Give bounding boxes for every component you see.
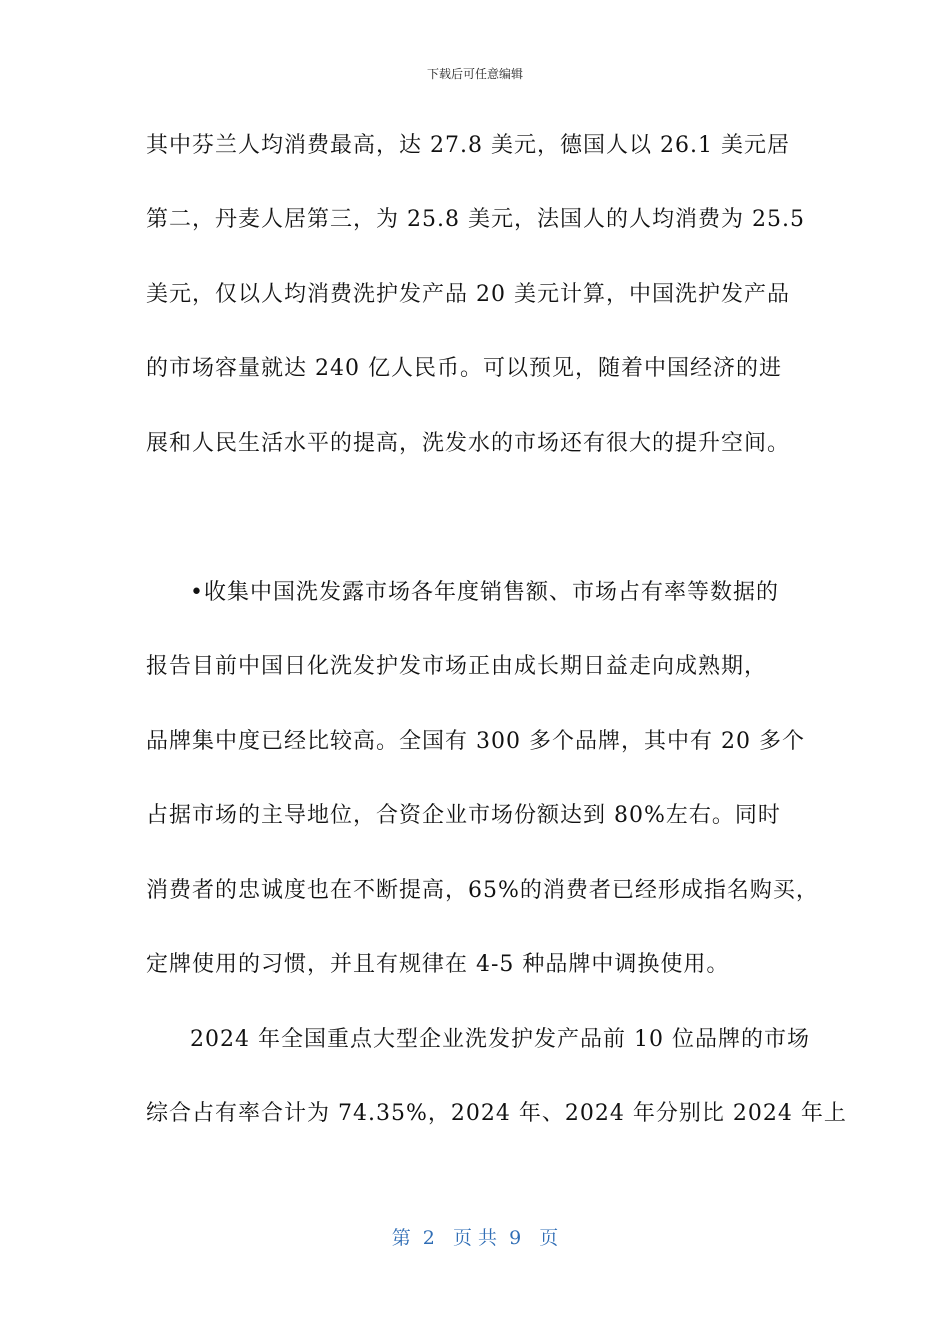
paragraph-line: 2024 年全国重点大型企业洗发护发产品前 10 位品牌的市场 [190,1027,810,1052]
paragraph-line: 美元，仅以人均消费洗护发产品 20 美元计算，中国洗护发产品 [146,282,790,307]
paragraph-line: 消费者的忠诚度也在不断提高，65%的消费者已经形成指名购买， [146,878,819,903]
paragraph-line: 第二，丹麦人居第三，为 25.8 美元，法国人的人均消费为 25.5 [146,207,805,232]
paragraph-line: 展和人民生活水平的提高，洗发水的市场还有很大的提升空间。 [146,431,791,456]
paragraph-line: 定牌使用的习惯，并且有规律在 4-5 种品牌中调换使用。 [146,952,730,977]
paragraph-line: 其中芬兰人均消费最高，达 27.8 美元，德国人以 26.1 美元居 [146,133,790,158]
paragraph-line: 占据市场的主导地位，合资企业市场份额达到 80%左右。同时 [146,803,781,828]
paragraph-line: 综合占有率合计为 74.35%，2024 年、2024 年分别比 2024 年上 [146,1101,847,1126]
paragraph-line: 的市场容量就达 240 亿人民币。可以预见，随着中国经济的进 [146,356,782,381]
bullet-paragraph-line: •收集中国洗发露市场各年度销售额、市场占有率等数据的 [190,580,779,605]
paragraph-line: 报告目前中国日化洗发护发市场正由成长期日益走向成熟期， [146,654,768,679]
page-header: 下载后可任意编辑 [426,67,523,81]
page-number-footer: 第 2 页 共 9 页 [391,1227,559,1249]
paragraph-line: 品牌集中度已经比较高。全国有 300 多个品牌，其中有 20 多个 [146,729,805,754]
